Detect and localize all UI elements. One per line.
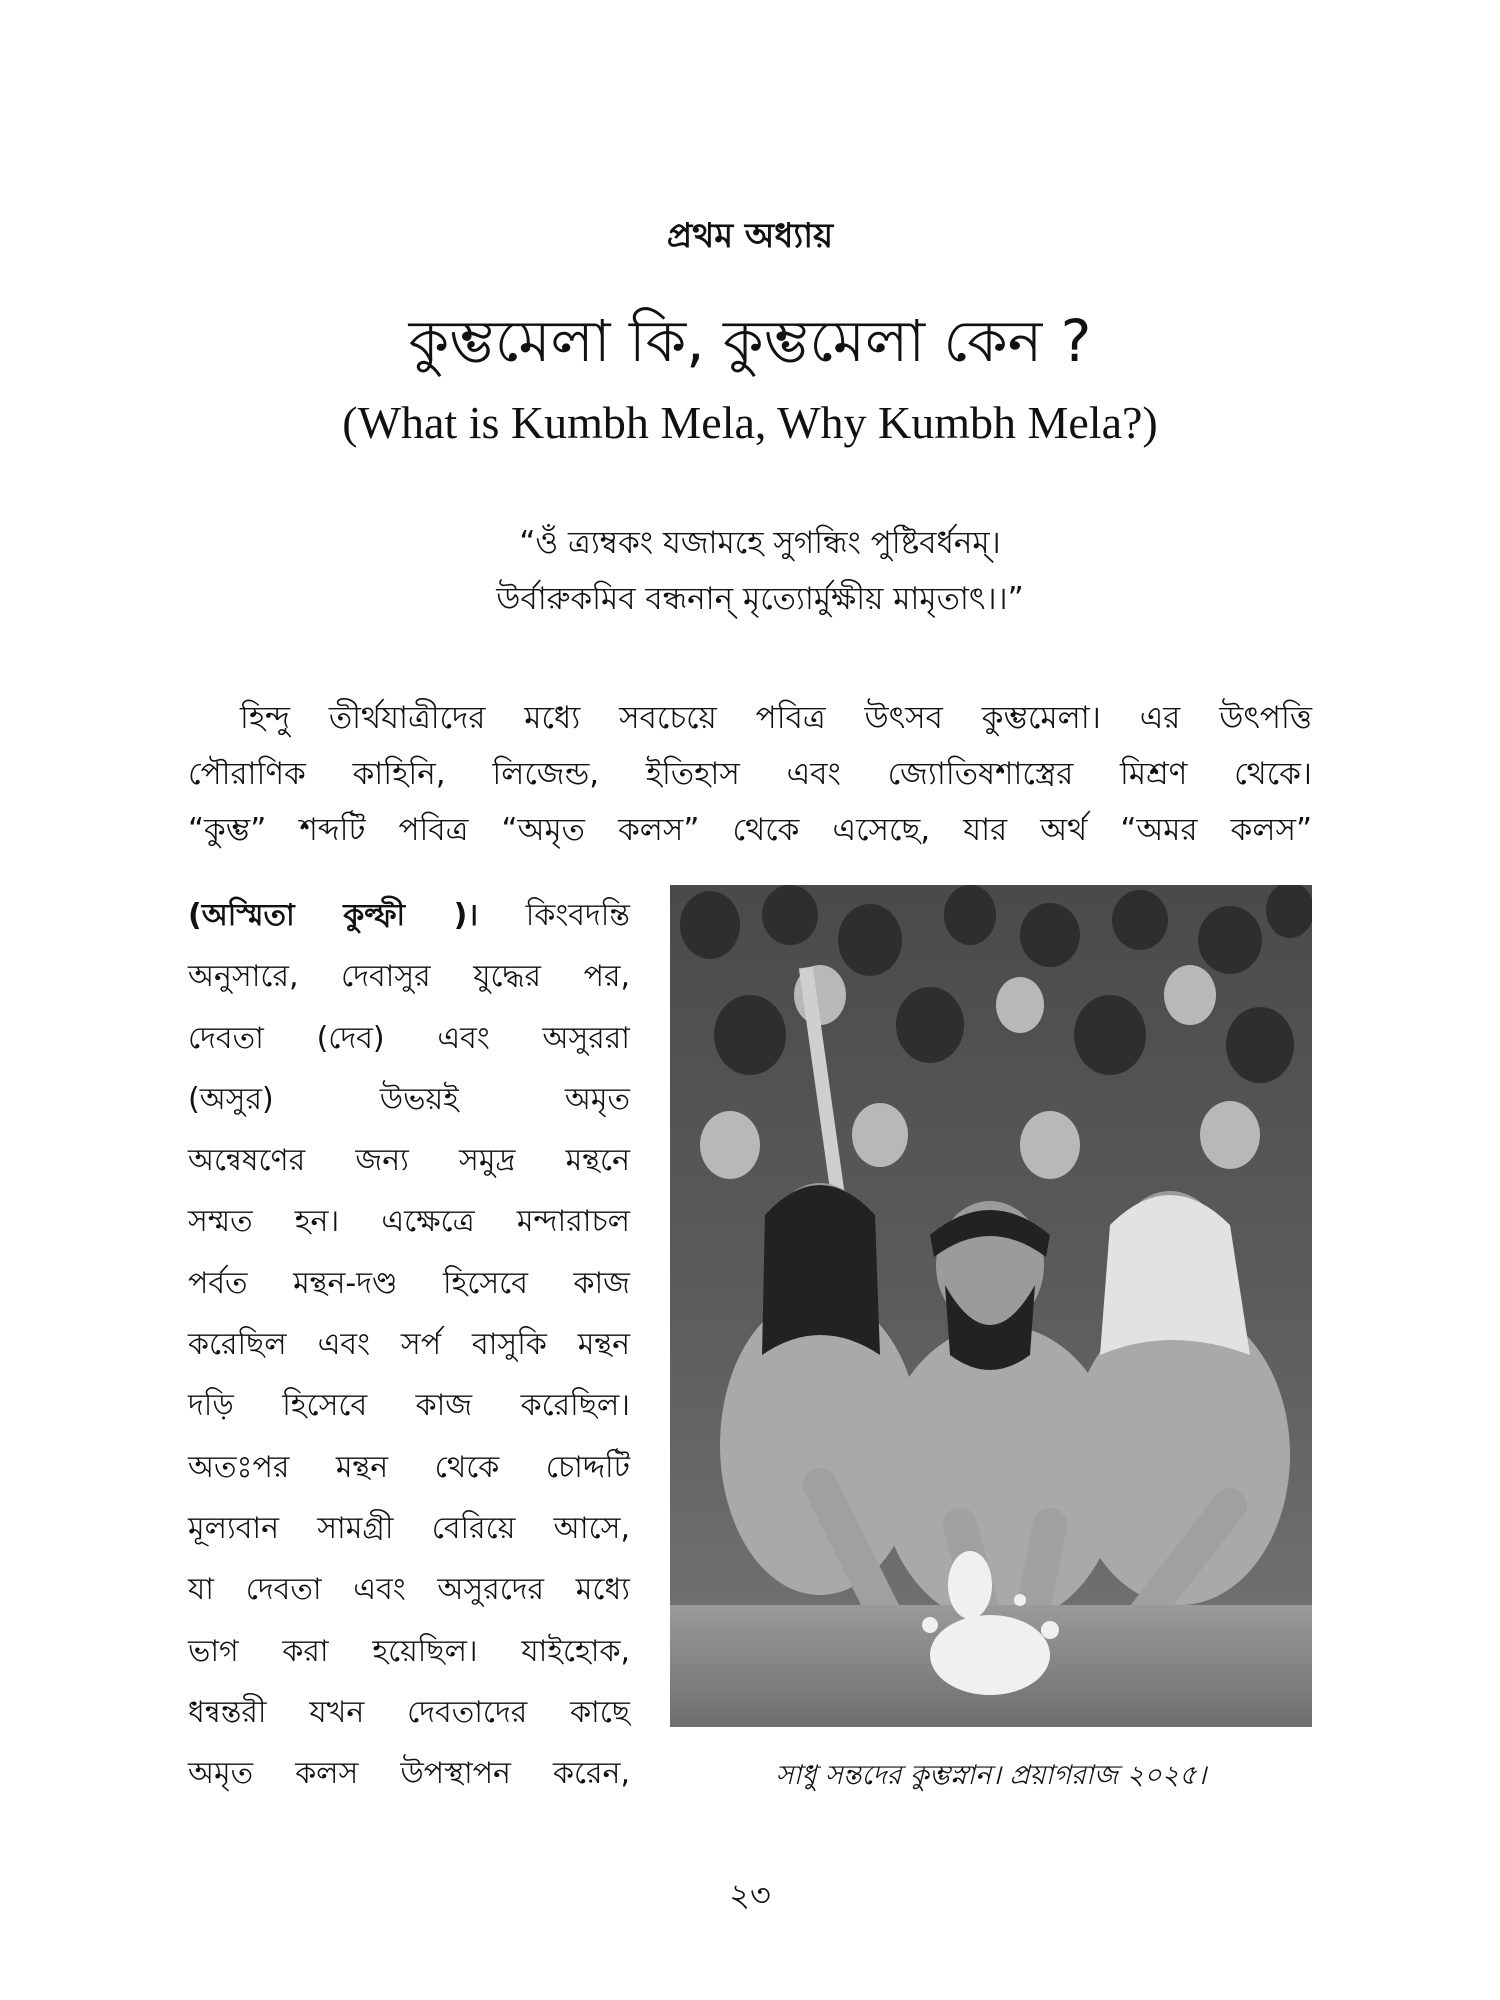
text-line: ধন্বন্তরী যখন দেবতাদের কাছে bbox=[188, 1694, 630, 1730]
body-column bbox=[188, 885, 630, 1804]
text-line: যা দেবতা এবং অসুরদের মধ্যে bbox=[188, 1572, 630, 1608]
text-line: হিন্দু তীর্থযাত্রীদের মধ্যে সবচেয়ে পবিত্র উৎসব কুম্ভমেলা। এর উৎপত্তি bbox=[240, 700, 1312, 736]
text-line: করেছিল এবং সর্প বাসুকি মন্থন bbox=[188, 1327, 630, 1363]
text-line: পর্বত মন্থন-দণ্ড হিসেবে কাজ bbox=[188, 1265, 630, 1301]
text-line: অনুসারে, দেবাসুর যুদ্ধের পর, bbox=[188, 959, 630, 995]
text-line: ভাগ করা হয়েছিল। যাইহোক, bbox=[188, 1633, 630, 1669]
chapter-label: প্রথম অধ্যায় bbox=[666, 216, 834, 256]
photo-illustration bbox=[670, 885, 1312, 1727]
text-line: দেবতা (দেব) এবং অসুররা bbox=[188, 1020, 630, 1056]
page-number: ২৩ bbox=[729, 1876, 771, 1914]
text-line: সম্মত হন। এক্ষেত্রে মন্দারাচল bbox=[188, 1204, 630, 1240]
text-line: (অসুর) উভয়ই অমৃত bbox=[188, 1081, 630, 1117]
text-line: মূল্যবান সামগ্রী বেরিয়ে আসে, bbox=[188, 1510, 630, 1546]
text-line: পৌরাণিক কাহিনি, লিজেন্ড, ইতিহাস এবং জ্যোতিষশাস্ত্রের মিশ্রণ থেকে। bbox=[188, 756, 1312, 792]
mantra-verse bbox=[260, 515, 1260, 627]
sadhus-bathing-photo bbox=[670, 885, 1312, 1727]
intro-paragraph bbox=[188, 690, 1312, 858]
text-line: অমৃত কলস উপস্থাপন করেন, bbox=[188, 1756, 630, 1792]
author-name: (অস্মিতা কুল্ফী )। bbox=[188, 898, 479, 933]
text-line: অন্বেষণের জন্য সমুদ্র মন্থনে bbox=[188, 1143, 630, 1179]
photo-caption: সাধু সন্তদের কুম্ভস্নান। প্রয়াগরাজ ২০২৫। bbox=[775, 1760, 1207, 1791]
text-line: অতঃপর মন্থন থেকে চোদ্দটি bbox=[188, 1449, 630, 1485]
chapter-subtitle: (What is Kumbh Mela, Why Kumbh Mela?) bbox=[342, 397, 1158, 448]
text-fragment: কিংবদন্তি bbox=[525, 898, 630, 933]
text-line: দড়ি হিসেবে কাজ করেছিল। bbox=[188, 1388, 630, 1424]
verse-line: উর্বারুকমিব বন্ধনান্ মৃত্যোর্মুক্ষীয় মামৃতাৎ।।” bbox=[496, 581, 1024, 617]
verse-line: “ওঁ ত্র্যম্বকং যজামহে সুগন্ধিং পুষ্টিবর্ধনম্। bbox=[519, 525, 1001, 561]
text-line bbox=[188, 885, 630, 946]
text-line: “কুম্ভ” শব্দটি পবিত্র “অমৃত কলস” থেকে এসেছে, যার অর্থ “অমর কলস” bbox=[188, 812, 1312, 848]
chapter-title: কুম্ভমেলা কি, কুম্ভমেলা কেন ? bbox=[408, 307, 1092, 375]
